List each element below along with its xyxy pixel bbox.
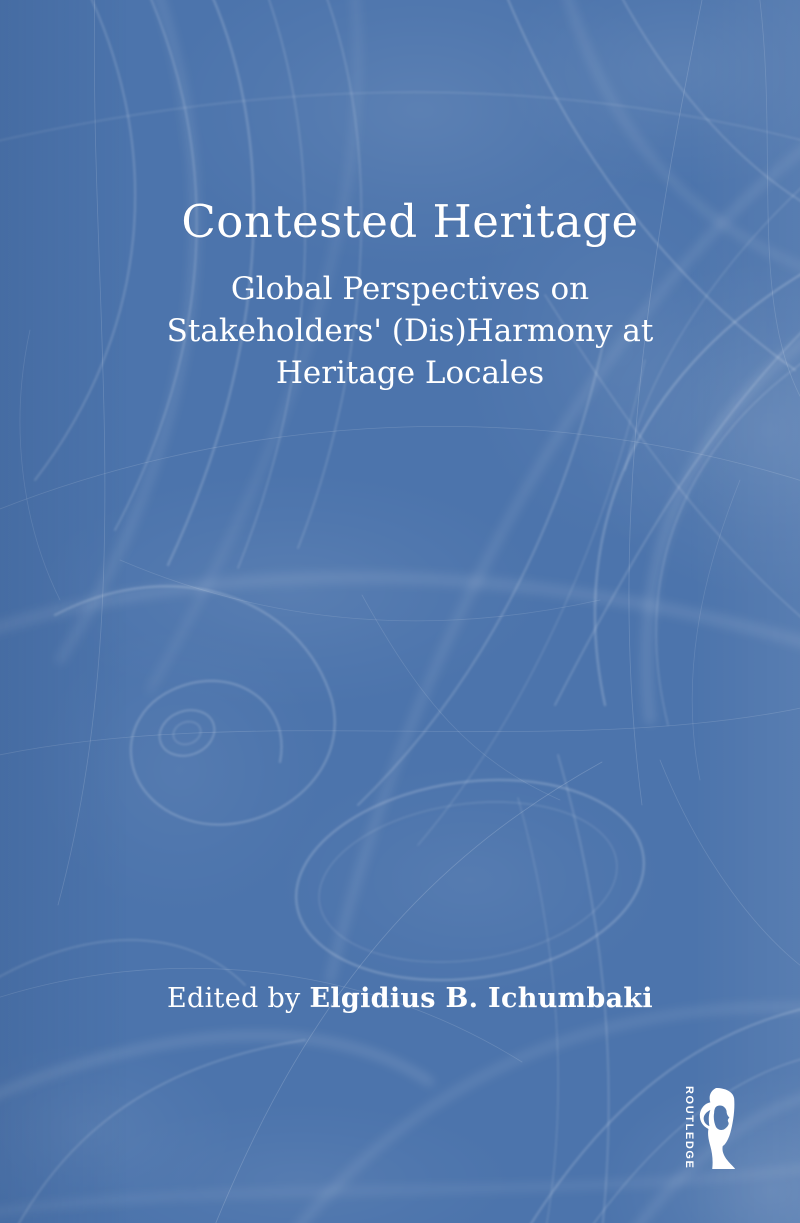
routledge-r-face-icon [697, 1086, 737, 1172]
title-block [0, 0, 800, 394]
book-subtitle [20, 268, 800, 394]
edited-by-label: Edited by [167, 983, 310, 1014]
subtitle-line: Heritage Locales [275, 354, 545, 391]
book-title: Contested Heritage [181, 195, 639, 248]
publisher-logo [683, 1086, 737, 1172]
publisher-name: ROUTLEDGE [683, 1086, 695, 1170]
subtitle-line: Stakeholders' (Dis)Harmony at [166, 312, 654, 349]
subtitle-line: Global Perspectives on [230, 270, 590, 307]
credit-line [0, 983, 800, 1014]
editor-name: Elgidius B. Ichumbaki [309, 983, 653, 1014]
